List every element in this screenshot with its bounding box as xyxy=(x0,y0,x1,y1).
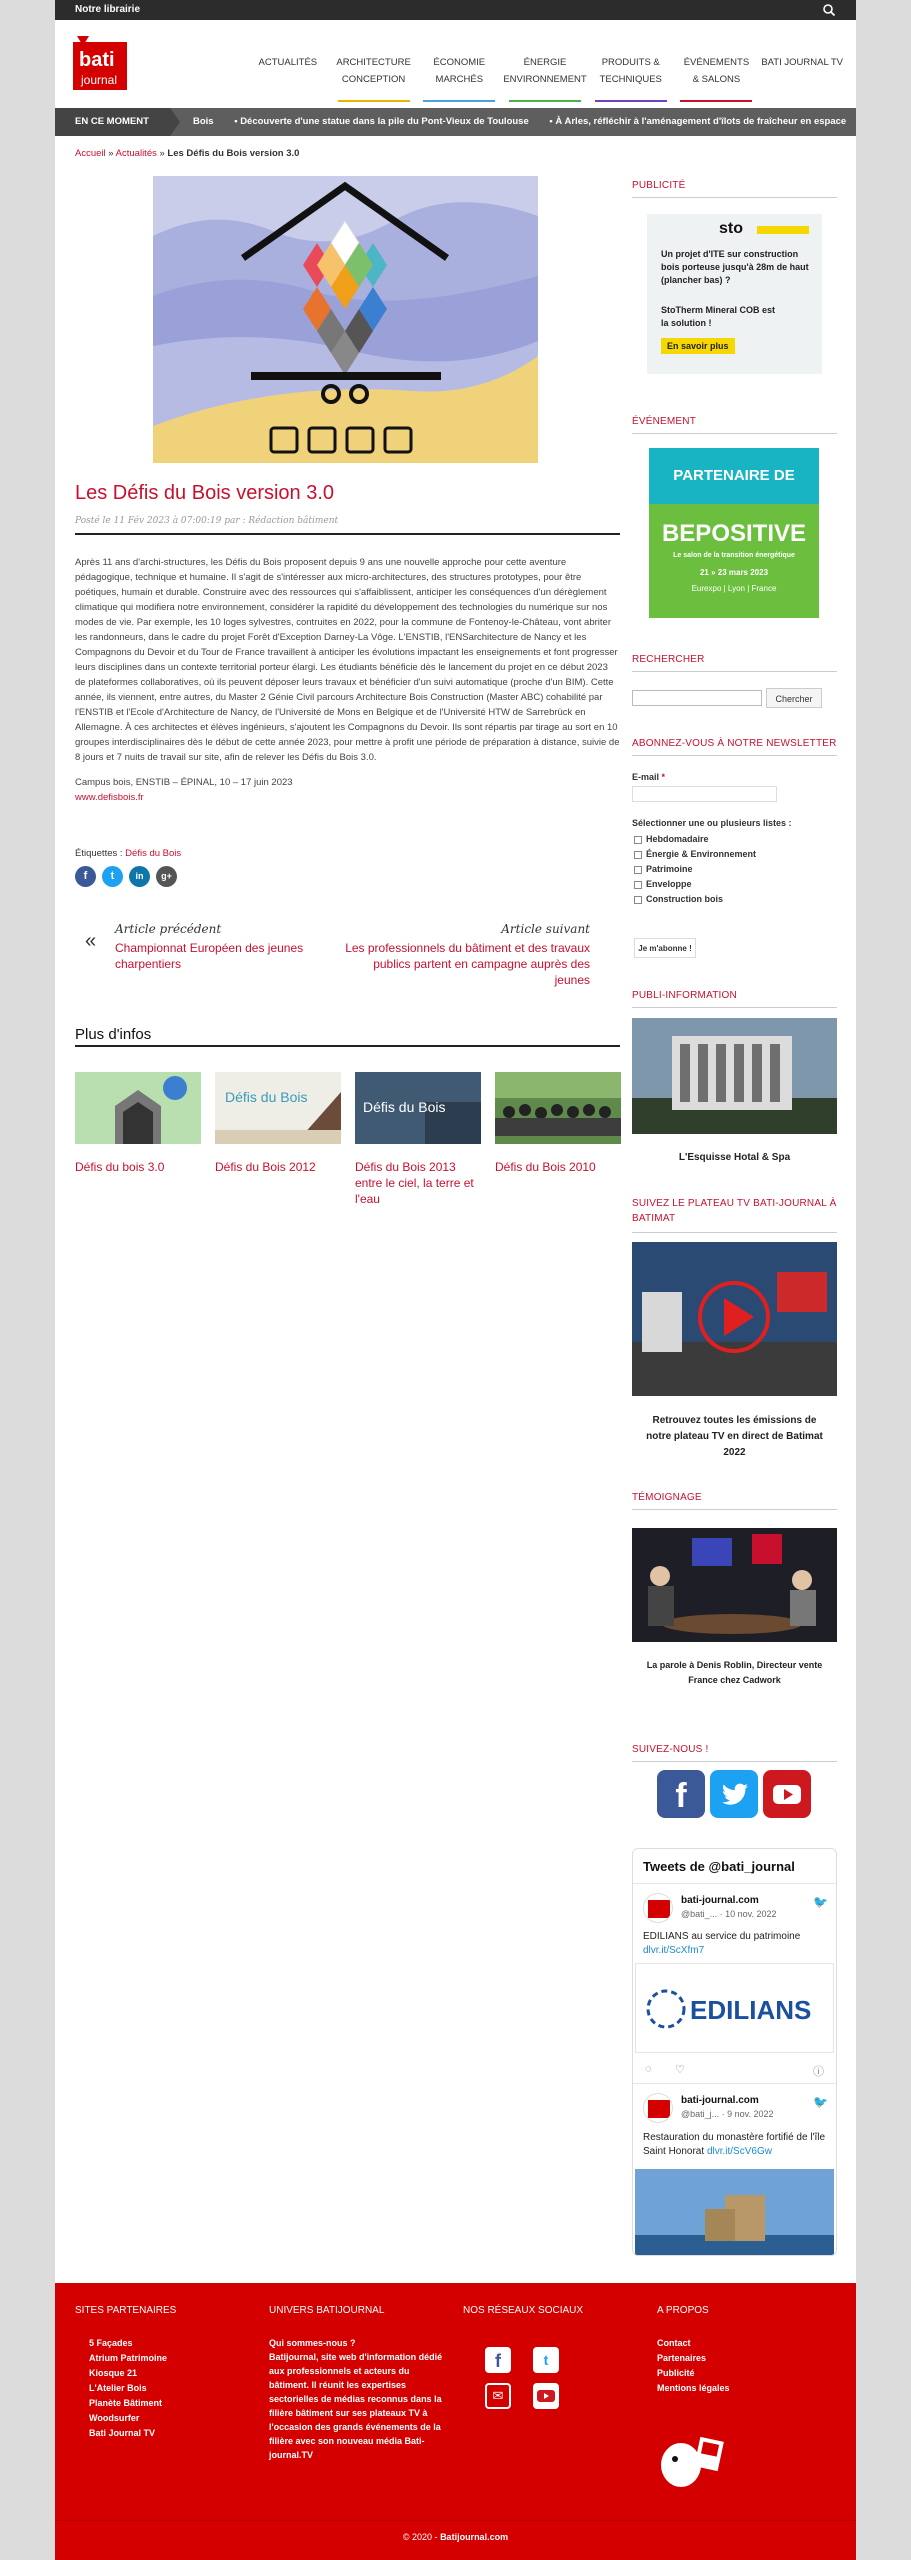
youtube-icon[interactable] xyxy=(763,1770,811,1818)
nav-item-label-line1: PRODUITS & xyxy=(601,57,660,68)
sidebar-title-newsletter: ABONNEZ-VOUS À NOTRE NEWSLETTER xyxy=(632,738,837,756)
footer-social xyxy=(463,2305,648,2403)
nav-item-underline xyxy=(338,100,410,102)
list-option[interactable]: Construction bois xyxy=(634,894,756,904)
event-brand: BEPOSITIVE xyxy=(661,520,807,547)
article-external-link[interactable]: www.defisbois.fr xyxy=(75,792,144,803)
nav-item-label-line2: CONCEPTION xyxy=(341,74,406,85)
related-caption[interactable]: Défis du bois 3.0 xyxy=(75,1160,165,1174)
youtube-icon[interactable] xyxy=(533,2383,559,2409)
nav-item-underline xyxy=(423,100,495,102)
site-logo[interactable] xyxy=(69,32,131,94)
related-thumb-text: Défis du Bois xyxy=(225,1089,308,1105)
list-checkbox[interactable] xyxy=(634,866,642,874)
ticker-item[interactable]: Bois xyxy=(193,116,214,127)
tweet-card-text: EDILIANS xyxy=(690,1995,812,2025)
footer-title: UNIVERS BATIJOURNAL xyxy=(269,2305,385,2316)
nav-item[interactable] xyxy=(674,54,760,108)
copyright-prefix: © 2020 - xyxy=(402,2532,441,2542)
list-option[interactable]: Enveloppe xyxy=(634,879,756,889)
top-bar xyxy=(55,0,856,20)
footer-about-text: Batijournal, site web d'information dédié aux professionnels et acteurs du bâtiment. Il réunit les expertises sectorielles de médias reconnus dans la filière bâtiment sur ses plateaux TV à l'occasion des grands événements de la filière avec son nouveau média Bati-journal.TV xyxy=(269,2352,443,2460)
twitter-share-icon[interactable]: t xyxy=(102,866,123,887)
email-label: E-mail * xyxy=(632,772,666,782)
twitter-icon[interactable]: t xyxy=(533,2347,559,2373)
sidebar-title-publi: PUBLI-INFORMATION xyxy=(632,990,837,1008)
footer-link[interactable]: Atrium Patrimoine xyxy=(89,2353,168,2363)
article-paragraph: Après 11 ans d'archi-structures, les Défis du Bois proposent depuis 9 ans une nouvelle approche pour cette aventure pédagogique, technique et humaine. Il s'agit de s'intéresser aux micro-architectures, des structures prototypes, pour être poétiques, humain et durable. Construire avec des ressources qui s'affaiblissent, anticiper les conséquences d'un dérèglement climatique qui modifiera notre environnement, considérer la rapidité du développement des technologies du numérique sur nos modes de vie. Par exemple, les 10 loges sylvestres, contruites en 2022, pour la commune de Fontenoy-le-Château, vont abriter les randonneurs, dans le cadre du projet Forêt d'Exception Darney-La Vôge. L'ENSTIB, l'ENSarchitecture de Nancy et les Compagnons du Devoir et du Tour de France travaillent à anticiper les évolutions impactant les enseignements et font progresser leurs disciplines dans un contexte territorial porteur élargi. Les étudiants bénéficie dès le lancement du projet en ce début 2023 de plateformes collaboratives, où ils peuvent déposer leurs travaux et bénéficier d'un suivi automatique (proche d'un BIM). Cette année, ils viennent, entre autres, du Master 2 Génie Civil parcours Architecture Bois Construction (Master ABC) cohabilité par l'ENSTIB et l'Ecole d'Architecture de Nancy, de l'Université de Mons en Belgique et de l'Université HTW de Sarrebrück en Allemagne. À ces architectes et élèves ingénieurs, s'ajoutent les Compagnons du Devoir. Ils sont répartis par tirage au sort en 10 groupes interdisciplinaires dès le début de cette année 2023, pour mettre à profit une période de préparation à distance, suivie de 8 jours et 7 nuits de travail sur site, afin de relever les Défis du Bois 3.0. xyxy=(75,557,620,763)
sidebar-title-follow: SUIVEZ-NOUS ! xyxy=(632,1744,837,1762)
chevron-left-icon[interactable]: « xyxy=(85,930,97,952)
like-icon[interactable]: ♡ xyxy=(675,2064,685,2076)
publi-image[interactable] xyxy=(632,1018,837,1134)
breadcrumb-sep: » xyxy=(156,148,168,159)
tweet-author[interactable]: bati-journal.com xyxy=(681,2095,759,2106)
news-ticker xyxy=(55,108,856,136)
related-item[interactable] xyxy=(495,1072,621,1207)
reply-icon[interactable]: ◌ xyxy=(645,2063,652,2075)
site-footer xyxy=(55,2283,856,2520)
tweet-meta: @bati_... · 10 nov. 2022 xyxy=(681,1909,777,1919)
breadcrumb-home[interactable]: Accueil xyxy=(75,148,106,159)
tweet-link[interactable]: dlvr.it/ScXfm7 xyxy=(643,1945,705,1956)
footer-link[interactable]: Contact xyxy=(657,2338,691,2348)
sto-subline: StoTherm Mineral COB est la solution ! xyxy=(661,305,776,328)
search-icon[interactable] xyxy=(822,3,836,17)
next-label: Article suivant xyxy=(501,922,590,936)
title-rule xyxy=(75,533,620,535)
nav-item-underline xyxy=(509,100,581,102)
sidebar-title-search: RECHERCHER xyxy=(632,654,837,672)
list-checkbox[interactable] xyxy=(634,836,642,844)
footer-title: NOS RÉSEAUX SOCIAUX xyxy=(463,2305,584,2316)
related-title: Plus d'infos xyxy=(75,1026,152,1043)
nav-item-label-line1: ÉCONOMIE xyxy=(433,57,486,68)
facebook-share-icon[interactable]: f xyxy=(75,866,96,887)
footer-link[interactable]: Planète Bâtiment xyxy=(89,2398,163,2408)
tag-link[interactable]: Défis du Bois xyxy=(125,848,182,859)
list-checkbox[interactable] xyxy=(634,851,642,859)
temoignage-image[interactable] xyxy=(632,1528,837,1642)
ticker-item[interactable]: • À Arles, réfléchir à l'aménagement d'îlots de fraîcheur en espace xyxy=(549,116,847,127)
bepositive-ad[interactable] xyxy=(649,448,819,618)
nav-item[interactable] xyxy=(331,54,417,108)
footer-about xyxy=(657,2305,842,2396)
mascot-illustration xyxy=(657,2429,727,2493)
list-checkbox[interactable] xyxy=(634,896,642,904)
nav-item-label-line2: MARCHÉS xyxy=(435,74,484,85)
tweet-author[interactable]: bati-journal.com xyxy=(681,1895,759,1906)
footer-about-question[interactable]: Qui sommes-nous ? xyxy=(269,2338,356,2348)
logo-line2: journal xyxy=(81,73,118,87)
sidebar-title-temoignage: TÉMOIGNAGE xyxy=(632,1492,837,1510)
share-buttons xyxy=(75,866,177,887)
nav-item-label-line1: BATI JOURNAL TV xyxy=(761,57,843,68)
related-caption[interactable]: Défis du Bois 2010 xyxy=(495,1160,596,1174)
tweet-meta: @bati_j... · 9 nov. 2022 xyxy=(681,2109,774,2119)
breadcrumb-section[interactable]: Actualités xyxy=(115,148,157,159)
footer-link[interactable]: Kiosque 21 xyxy=(89,2368,138,2378)
breadcrumb xyxy=(75,148,299,159)
twitter-bird-icon: 🐦 xyxy=(813,2095,828,2109)
sto-brand: sto xyxy=(719,220,743,237)
ticker-label: EN CE MOMENT xyxy=(55,108,170,136)
footer-link[interactable]: Woodsurfer xyxy=(89,2413,140,2423)
sto-brand-bar xyxy=(757,226,809,234)
related-caption[interactable]: Défis du Bois 2012 xyxy=(215,1160,316,1174)
tweet-text: EDILIANS au service du patrimoine xyxy=(643,1931,801,1942)
tv-caption[interactable]: Retrouvez toutes les émissions de notre plateau TV en direct de Batimat 2022 xyxy=(646,1415,823,1458)
sto-cta-button[interactable]: En savoir plus xyxy=(661,338,735,354)
event-tagline: Le salon de la transition énergétique xyxy=(673,552,795,559)
copyright-brand[interactable]: Batijournal.com xyxy=(440,2532,509,2542)
nav-item-underline xyxy=(595,100,667,102)
article-body xyxy=(75,555,620,805)
footer-link[interactable]: Bati Journal TV xyxy=(89,2428,156,2438)
twitter-bird-icon: 🐦 xyxy=(813,1895,828,1909)
ticker-item[interactable]: • Découverte d'une statue dans la pile du Pont-Vieux de Toulouse xyxy=(234,116,529,127)
prev-article-link[interactable]: Championnat Européen des jeunes charpentiers xyxy=(115,941,304,971)
sto-ad[interactable] xyxy=(647,214,822,374)
related-caption[interactable]: Défis du Bois 2013 entre le ciel, la terre et l'eau xyxy=(355,1160,474,1206)
nav-item[interactable] xyxy=(588,54,674,108)
facebook-icon[interactable]: f xyxy=(485,2347,511,2373)
tweet-media-card[interactable] xyxy=(635,1963,834,2053)
tv-video-thumbnail[interactable] xyxy=(632,1242,837,1396)
avatar[interactable] xyxy=(643,1893,673,1923)
footer-link[interactable]: Partenaires xyxy=(657,2353,707,2363)
tags-label: Étiquettes : xyxy=(75,848,126,859)
nav-item-label-line1: ÉVÉNEMENTS xyxy=(683,57,750,68)
article-tags xyxy=(75,848,181,859)
info-icon[interactable]: ⓘ xyxy=(813,2066,824,2078)
footer-univers xyxy=(269,2305,449,2462)
sto-headline: Un projet d'ITE sur construction bois porteuse jusqu'à 28m de haut (plancher bas) ? xyxy=(661,249,809,285)
related-thumb[interactable] xyxy=(495,1072,621,1144)
sidebar-title-tv: SUIVEZ LE PLATEAU TV BATI-JOURNAL À BATIMAT xyxy=(632,1196,837,1233)
related-thumb[interactable] xyxy=(215,1072,341,1144)
breadcrumb-sep: » xyxy=(105,148,116,159)
nav-item-label-line2: TECHNIQUES xyxy=(599,74,662,85)
prev-label: Article précédent xyxy=(115,922,222,936)
googleplus-share-icon[interactable]: g+ xyxy=(156,866,177,887)
footer-link[interactable]: Mentions légales xyxy=(657,2383,730,2393)
breadcrumb-current: Les Défis du Bois version 3.0 xyxy=(167,148,300,159)
footer-title: A PROPOS xyxy=(657,2305,709,2316)
nav-item-underline xyxy=(766,100,838,102)
newsletter-lists xyxy=(634,834,756,909)
footer-partners xyxy=(75,2305,260,2441)
nav-item-underline xyxy=(252,100,324,102)
email-icon[interactable]: ✉ xyxy=(485,2383,511,2409)
nav-item-underline xyxy=(680,100,752,102)
library-link[interactable]: Notre librairie xyxy=(75,4,141,15)
linkedin-share-icon[interactable]: in xyxy=(129,866,150,887)
article-title: Les Défis du Bois version 3.0 xyxy=(75,482,335,504)
article-hero-image xyxy=(153,176,538,463)
footer-link[interactable]: Publicité xyxy=(657,2368,695,2378)
email-field[interactable] xyxy=(632,786,777,802)
footer-link[interactable]: 5 Façades xyxy=(89,2338,133,2348)
related-thumb-text: Défis du Bois xyxy=(363,1099,446,1115)
twitter-icon[interactable] xyxy=(710,1770,758,1818)
article-navigation xyxy=(75,918,620,994)
nav-item-label-line1: ARCHITECTURE xyxy=(336,57,411,68)
event-partner: PARTENAIRE DE xyxy=(649,448,819,504)
subscribe-button[interactable]: Je m'abonne ! xyxy=(634,938,696,958)
footer-title: SITES PARTENAIRES xyxy=(75,2305,177,2316)
footer-bottom xyxy=(55,2520,856,2560)
related-item[interactable] xyxy=(215,1072,341,1207)
nav-item-label-line2: ENVIRONNEMENT xyxy=(503,74,587,85)
related-articles xyxy=(75,1072,620,1207)
nav-item[interactable] xyxy=(245,54,331,108)
tweet-media-image[interactable] xyxy=(635,2169,834,2256)
list-option[interactable]: Patrimoine xyxy=(634,864,756,874)
nav-item-label-line1: ÉNERGIE xyxy=(523,57,567,68)
related-thumb[interactable] xyxy=(75,1072,201,1144)
nav-item[interactable] xyxy=(502,54,588,108)
twitter-timeline[interactable] xyxy=(632,1848,837,2256)
list-option[interactable]: Hebdomadaire xyxy=(634,834,756,844)
tweet-text: Restauration du monastère fortifié de l'île Saint Honorat dlvr.it/ScV6Gw xyxy=(643,2132,826,2157)
search-button[interactable]: Chercher xyxy=(766,688,822,708)
page xyxy=(55,0,856,2560)
related-item[interactable] xyxy=(355,1072,481,1207)
main-nav xyxy=(245,54,845,108)
related-item[interactable] xyxy=(75,1072,201,1207)
tweets-header: Tweets de @bati_journal xyxy=(643,1859,795,1874)
nav-item[interactable] xyxy=(759,54,845,108)
lists-label: Sélectionner une ou plusieurs listes : xyxy=(632,818,792,828)
event-dates: 21 » 23 mars 2023 xyxy=(699,568,769,577)
related-thumb[interactable] xyxy=(355,1072,481,1144)
site-header xyxy=(55,20,856,108)
publi-caption[interactable]: L'Esquisse Hotal & Spa xyxy=(678,1152,791,1163)
list-option[interactable]: Énergie & Environnement xyxy=(634,849,756,859)
article-paragraph: Campus bois, ENSTIB – ÉPINAL, 10 – 17 juin 2023 xyxy=(75,777,293,788)
nav-item[interactable] xyxy=(416,54,502,108)
avatar[interactable] xyxy=(643,2093,673,2123)
logo-line1: bati xyxy=(79,49,115,71)
facebook-icon[interactable]: f xyxy=(657,1770,705,1818)
nav-item-label-line2: & SALONS xyxy=(692,74,741,85)
article-meta: Posté le 11 Fév 2023 à 07:00:19 par : Rédaction bâtiment xyxy=(75,516,339,526)
tweet-link[interactable]: dlvr.it/ScV6Gw xyxy=(706,2146,772,2157)
temoignage-caption[interactable]: La parole à Denis Roblin, Directeur vente France chez Cadwork xyxy=(646,1660,823,1685)
sidebar-title-event: ÉVÉNEMENT xyxy=(632,416,837,434)
sidebar-title-pub: PUBLICITÉ xyxy=(632,180,837,198)
related-rule xyxy=(75,1045,620,1047)
nav-item-label-line1: ACTUALITÉS xyxy=(258,57,318,68)
footer-link[interactable]: L'Atelier Bois xyxy=(89,2383,147,2393)
event-place: Eurexpo | Lyon | France xyxy=(691,584,777,593)
search-input[interactable] xyxy=(632,690,762,706)
list-checkbox[interactable] xyxy=(634,881,642,889)
ticker-items xyxy=(193,108,864,136)
next-article-link[interactable]: Les professionnels du bâtiment et des travaux publics partent en campagne auprès des jeunes xyxy=(345,941,590,987)
